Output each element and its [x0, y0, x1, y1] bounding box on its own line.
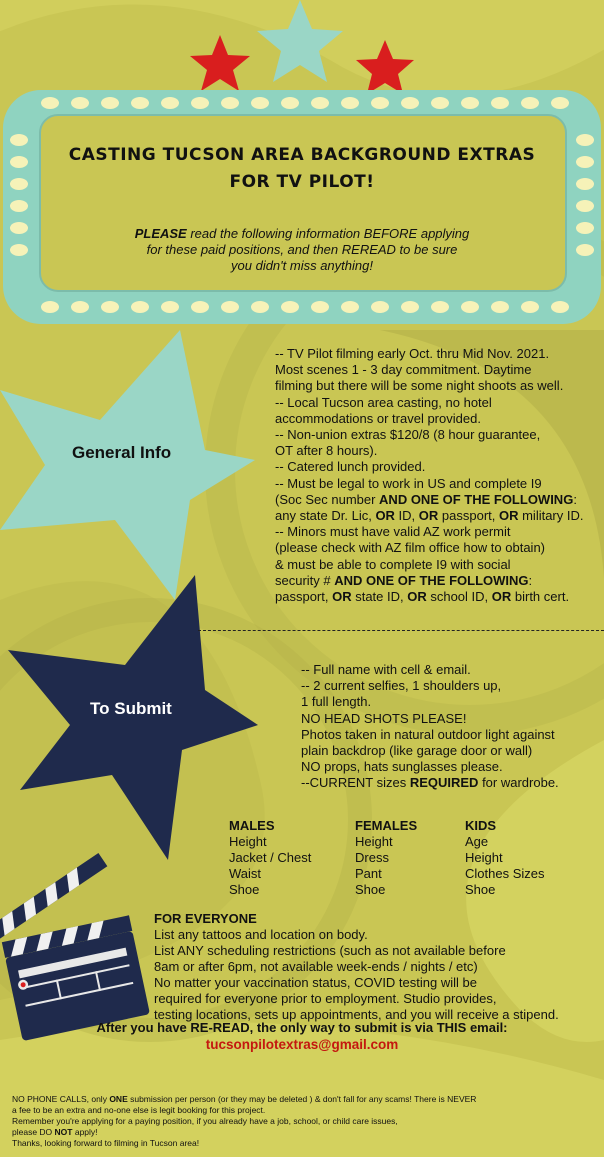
marquee-bulb	[576, 178, 594, 190]
marquee-bulb	[521, 301, 539, 313]
info-line: plain backdrop (like garage door or wall)	[301, 743, 533, 759]
intro-line: you didn't miss anything!	[231, 258, 373, 273]
marquee-bulb	[101, 301, 119, 313]
submit-instruction: After you have RE-READ, the only way to submit is via THIS email:	[96, 1020, 508, 1035]
list-item: Shoe	[465, 882, 496, 897]
info-line: -- TV Pilot filming early Oct. thru Mid Nov. 2021.	[275, 346, 550, 361]
info-line: -- Local Tucson area casting, no hotel	[275, 394, 492, 410]
fine-line: Thanks, looking forward to filming in Tucson area!	[12, 1138, 200, 1148]
intro-line: for these paid positions, and then REREAD to be sure	[146, 242, 458, 257]
marquee-bulb	[10, 222, 28, 234]
marquee-bulb	[401, 97, 419, 109]
info-line: testing locations, sets up appointments, and you will receive a stipend.	[154, 1007, 559, 1022]
info-line: filming but there will be some night shoots as well.	[275, 378, 564, 394]
to-submit-label: To Submit	[90, 699, 172, 718]
marquee-bulb	[431, 301, 449, 313]
list-item: Dress	[355, 850, 389, 865]
marquee-bulb	[311, 301, 329, 313]
info-line: -- 2 current selfies, 1 shoulders up,	[301, 678, 502, 694]
marquee-bulb	[576, 134, 594, 146]
info-line: accommodations or travel provided.	[275, 410, 481, 426]
marquee-bulb	[161, 97, 179, 109]
list-item: Height	[229, 834, 267, 849]
info-line: security # AND ONE OF THE FOLLOWING:	[275, 572, 533, 588]
marquee-bulb	[461, 301, 479, 313]
fine-line: NO PHONE CALLS, only ONE submission per person (or they may be deleted ) & don't fall for any scams! There is NEVER	[12, 1094, 477, 1104]
marquee-bulb	[576, 156, 594, 168]
info-line: (Soc Sec number AND ONE OF THE FOLLOWING:	[275, 491, 577, 507]
section-heading: FOR EVERYONE	[154, 911, 257, 926]
marquee-bulb	[281, 301, 299, 313]
marquee-bulb	[221, 301, 239, 313]
marquee-bulb	[10, 244, 28, 256]
marquee-bulb	[161, 301, 179, 313]
info-line: OT after 8 hours).	[275, 443, 378, 459]
marquee-bulb	[576, 200, 594, 212]
marquee-bulb	[41, 97, 59, 109]
info-line: --CURRENT sizes REQUIRED for wardrobe.	[301, 775, 559, 791]
info-line: required for everyone prior to employment. Studio provides,	[154, 991, 497, 1006]
column-heading: FEMALES	[355, 818, 418, 833]
info-line: -- Non-union extras $120/8 (8 hour guarantee,	[275, 427, 541, 443]
info-line: (please check with AZ film office how to obtain)	[275, 540, 545, 556]
sizes-males-column	[229, 818, 311, 898]
info-line: 1 full length.	[301, 694, 372, 710]
marquee-bulb	[576, 244, 594, 256]
info-line: Photos taken in natural outdoor light against	[301, 726, 555, 742]
info-line: any state Dr. Lic, OR ID, OR passport, OR military ID.	[275, 508, 584, 524]
marquee-bulb	[461, 97, 479, 109]
sizes-kids-column	[465, 818, 544, 898]
info-line: -- Minors must have valid AZ work permit	[275, 524, 511, 540]
title-line: FOR TV PILOT!	[229, 172, 375, 192]
marquee-bulb	[71, 301, 89, 313]
marquee-bulb	[491, 97, 509, 109]
marquee-bulb	[10, 200, 28, 212]
marquee-bulb	[131, 301, 149, 313]
marquee-bulb	[576, 222, 594, 234]
marquee-bulb	[101, 97, 119, 109]
for-everyone-section	[154, 911, 594, 1023]
sizes-females-column	[355, 818, 417, 898]
marquee-bulb	[311, 97, 329, 109]
marquee-bulb	[251, 97, 269, 109]
marquee-bulb	[551, 301, 569, 313]
marquee-bulb	[281, 97, 299, 109]
info-line: -- Full name with cell & email.	[301, 662, 471, 677]
intro-text	[90, 226, 514, 274]
submit-email-link[interactable]: tucsonpilotextras@gmail.com	[205, 1037, 399, 1052]
list-item: Jacket / Chest	[229, 850, 312, 865]
list-item: Height	[465, 850, 503, 865]
info-line: NO HEAD SHOTS PLEASE!	[301, 710, 467, 726]
list-item: Clothes Sizes	[465, 866, 545, 881]
info-line: List any tattoos and location on body.	[154, 927, 368, 942]
info-line: List ANY scheduling restrictions (such as not available before	[154, 943, 506, 958]
info-line: NO props, hats sunglasses please.	[301, 759, 503, 775]
marquee-bulb	[191, 97, 209, 109]
marquee-bulb	[371, 301, 389, 313]
marquee-bulb	[221, 97, 239, 109]
marquee-bulb	[521, 97, 539, 109]
column-heading: MALES	[229, 818, 275, 833]
page-title	[40, 142, 564, 196]
marquee-bulb	[10, 156, 28, 168]
marquee-bulb	[191, 301, 209, 313]
marquee-bulb	[341, 301, 359, 313]
info-line: -- Must be legal to work in US and complete I9	[275, 475, 542, 491]
marquee-bulb	[41, 301, 59, 313]
fine-line: a fee to be an extra and no-one else is legit booking for this project.	[12, 1105, 266, 1115]
fine-line: please DO NOT apply!	[12, 1127, 98, 1137]
list-item: Waist	[229, 866, 262, 881]
list-item: Age	[465, 834, 489, 849]
info-line: & must be able to complete I9 with social	[275, 556, 511, 572]
info-line: 8am or after 6pm, not available week-ends / nights / etc)	[154, 959, 478, 974]
marquee-bulb	[551, 97, 569, 109]
general-info-text	[275, 346, 600, 605]
info-line: No matter your vaccination status, COVID testing will be	[154, 975, 477, 990]
list-item: Pant	[355, 866, 382, 881]
column-heading: KIDS	[465, 818, 497, 833]
title-line: CASTING TUCSON AREA BACKGROUND EXTRAS	[68, 145, 536, 165]
to-submit-text	[301, 662, 601, 792]
marquee-bulb	[71, 97, 89, 109]
info-line: Most scenes 1 - 3 day commitment. Daytime	[275, 362, 532, 378]
marquee-bulb	[10, 134, 28, 146]
list-item: Shoe	[229, 882, 260, 897]
marquee-bulb	[131, 97, 149, 109]
intro-line: PLEASE read the following information BEFORE applying	[134, 226, 470, 241]
marquee-bulb	[251, 301, 269, 313]
section-divider	[198, 630, 604, 631]
marquee-bulb	[401, 301, 419, 313]
marquee-bulb	[491, 301, 509, 313]
general-info-label: General Info	[72, 443, 172, 462]
fine-print	[12, 1094, 592, 1149]
list-item: Height	[355, 834, 393, 849]
marquee-bulb	[431, 97, 449, 109]
marquee-bulb	[10, 178, 28, 190]
info-line: -- Catered lunch provided.	[275, 459, 426, 475]
info-line: passport, OR state ID, OR school ID, OR birth cert.	[275, 589, 570, 605]
marquee-bulb	[341, 97, 359, 109]
fine-line: Remember you're applying for a paying position, if you already have a job, school, or child care issues,	[12, 1116, 398, 1126]
marquee-bulb	[371, 97, 389, 109]
list-item: Shoe	[355, 882, 386, 897]
